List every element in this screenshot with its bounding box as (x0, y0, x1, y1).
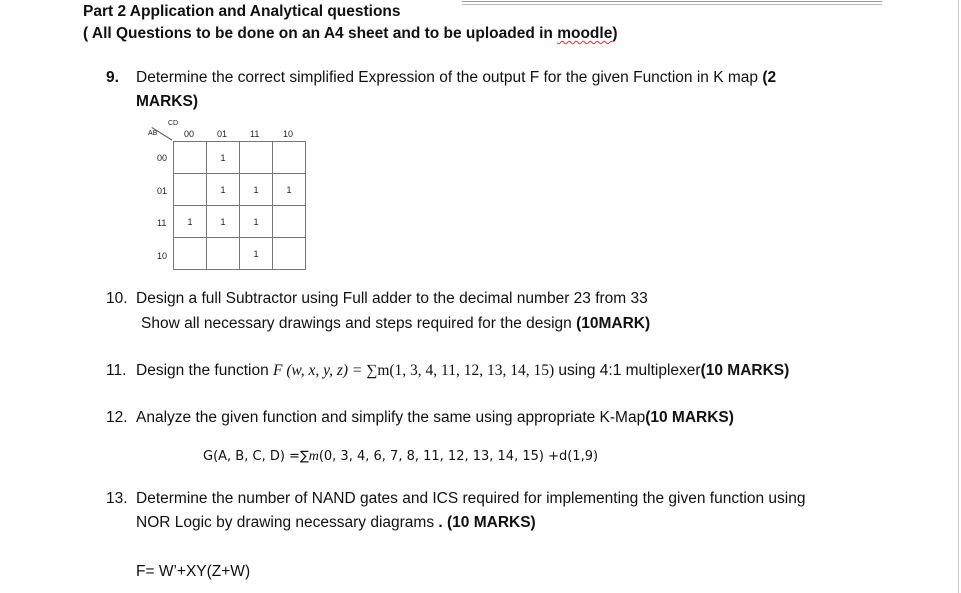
q9-text (136, 69, 776, 87)
q13-marks: (10 MARKS) (447, 514, 536, 531)
q9-number: 9. (106, 69, 119, 86)
q11-marks: (10 MARKS) (700, 362, 790, 379)
kmap-cell: 1 (240, 238, 273, 270)
note-prefix: ( All Questions to be done on an A4 sheet and to be uploaded in (83, 25, 558, 42)
kmap-row-label: 11 (157, 218, 167, 228)
q13-line2 (136, 514, 536, 532)
q12-number: 12. (106, 409, 128, 426)
kmap-cell (273, 238, 306, 270)
q9-marks-b: MARKS) (136, 93, 198, 110)
kmap-cell: 1 (174, 206, 207, 238)
kmap-cell (273, 142, 306, 174)
q12-m: m (308, 449, 319, 464)
q9-question: Determine the correct simplified Expression of the output F for the given Function in K map (136, 69, 763, 86)
q11-function-rhs: ∑m(1, 3, 4, 11, 12, 13, 14, 15) (366, 362, 555, 379)
kmap-cell (174, 174, 207, 206)
q11-function-lhs: F (w, x, y, z) = (273, 362, 367, 379)
kmap-row-var: AB (148, 130, 158, 137)
q12-func-rest: (0, 3, 4, 6, 7, 8, 11, 12, 13, 14, 15) +d(1,9) (318, 449, 599, 464)
kmap-col-label: 00 (184, 129, 195, 139)
q11-text (136, 362, 789, 380)
part-title: Part 2 Application and Analytical questions (83, 3, 401, 20)
kmap-cell (174, 238, 207, 270)
kmap-row (174, 206, 306, 238)
kmap-row (174, 238, 306, 270)
kmap-row (174, 142, 306, 174)
instructions-note (83, 25, 618, 43)
kmap-row-label: 01 (157, 186, 168, 196)
q11-number: 11. (106, 362, 127, 379)
top-rule (462, 1, 882, 2)
q12-function (203, 449, 598, 465)
q12-question: Analyze the given function and simplify the same using appropriate K-Map (136, 409, 646, 426)
kmap-row-label: 10 (157, 251, 168, 261)
q10-line2 (141, 315, 650, 333)
karnaugh-map (173, 141, 306, 270)
kmap-col-label: 10 (283, 129, 294, 139)
kmap-col-var: CD (168, 120, 179, 127)
q10-marks: (10MARK) (576, 315, 651, 332)
q10-number: 10. (106, 290, 128, 307)
q10-line1: Design a full Subtractor using Full adder to the decimal number 23 from 33 (136, 290, 648, 307)
kmap-col-label: 01 (217, 129, 228, 139)
q12-sigma: ∑ (299, 449, 309, 464)
q11-suffix: using 4:1 multiplexer (554, 362, 701, 379)
q11-prefix: Design the function (136, 362, 274, 379)
q13-line1: Determine the number of NAND gates and ICS required for implementing the given function using (136, 490, 806, 507)
q9-marks-a: (2 (762, 69, 777, 86)
kmap-cell: 1 (240, 206, 273, 238)
q12-marks: (10 MARKS) (645, 409, 734, 426)
q10-text: Show all necessary drawings and steps required for the design (141, 315, 577, 332)
q9-marks-line (136, 93, 198, 111)
moodle-word: moodle (557, 25, 613, 42)
top-rule-secondary (462, 4, 882, 5)
q13-formula: F= W’+XY(Z+W) (136, 563, 251, 580)
q13-dot: . (434, 514, 447, 531)
kmap-cell (207, 238, 240, 270)
kmap-cell: 1 (240, 174, 273, 206)
page-edge (958, 0, 959, 593)
kmap-row (174, 174, 306, 206)
kmap-col-label: 11 (250, 129, 260, 139)
q13-text: NOR Logic by drawing necessary diagrams (136, 514, 435, 531)
note-suffix: ) (612, 25, 618, 42)
q12-func-prefix: G(A, B, C, D) = (203, 449, 300, 464)
kmap-cell (240, 142, 273, 174)
q13-number: 13. (106, 490, 128, 507)
kmap-cell (174, 142, 207, 174)
q12-text (136, 409, 734, 427)
kmap-cell (273, 206, 306, 238)
kmap-cell: 1 (207, 142, 240, 174)
kmap-row-label: 00 (157, 153, 168, 163)
kmap-cell: 1 (207, 206, 240, 238)
kmap-cell: 1 (273, 174, 306, 206)
kmap-cell: 1 (207, 174, 240, 206)
